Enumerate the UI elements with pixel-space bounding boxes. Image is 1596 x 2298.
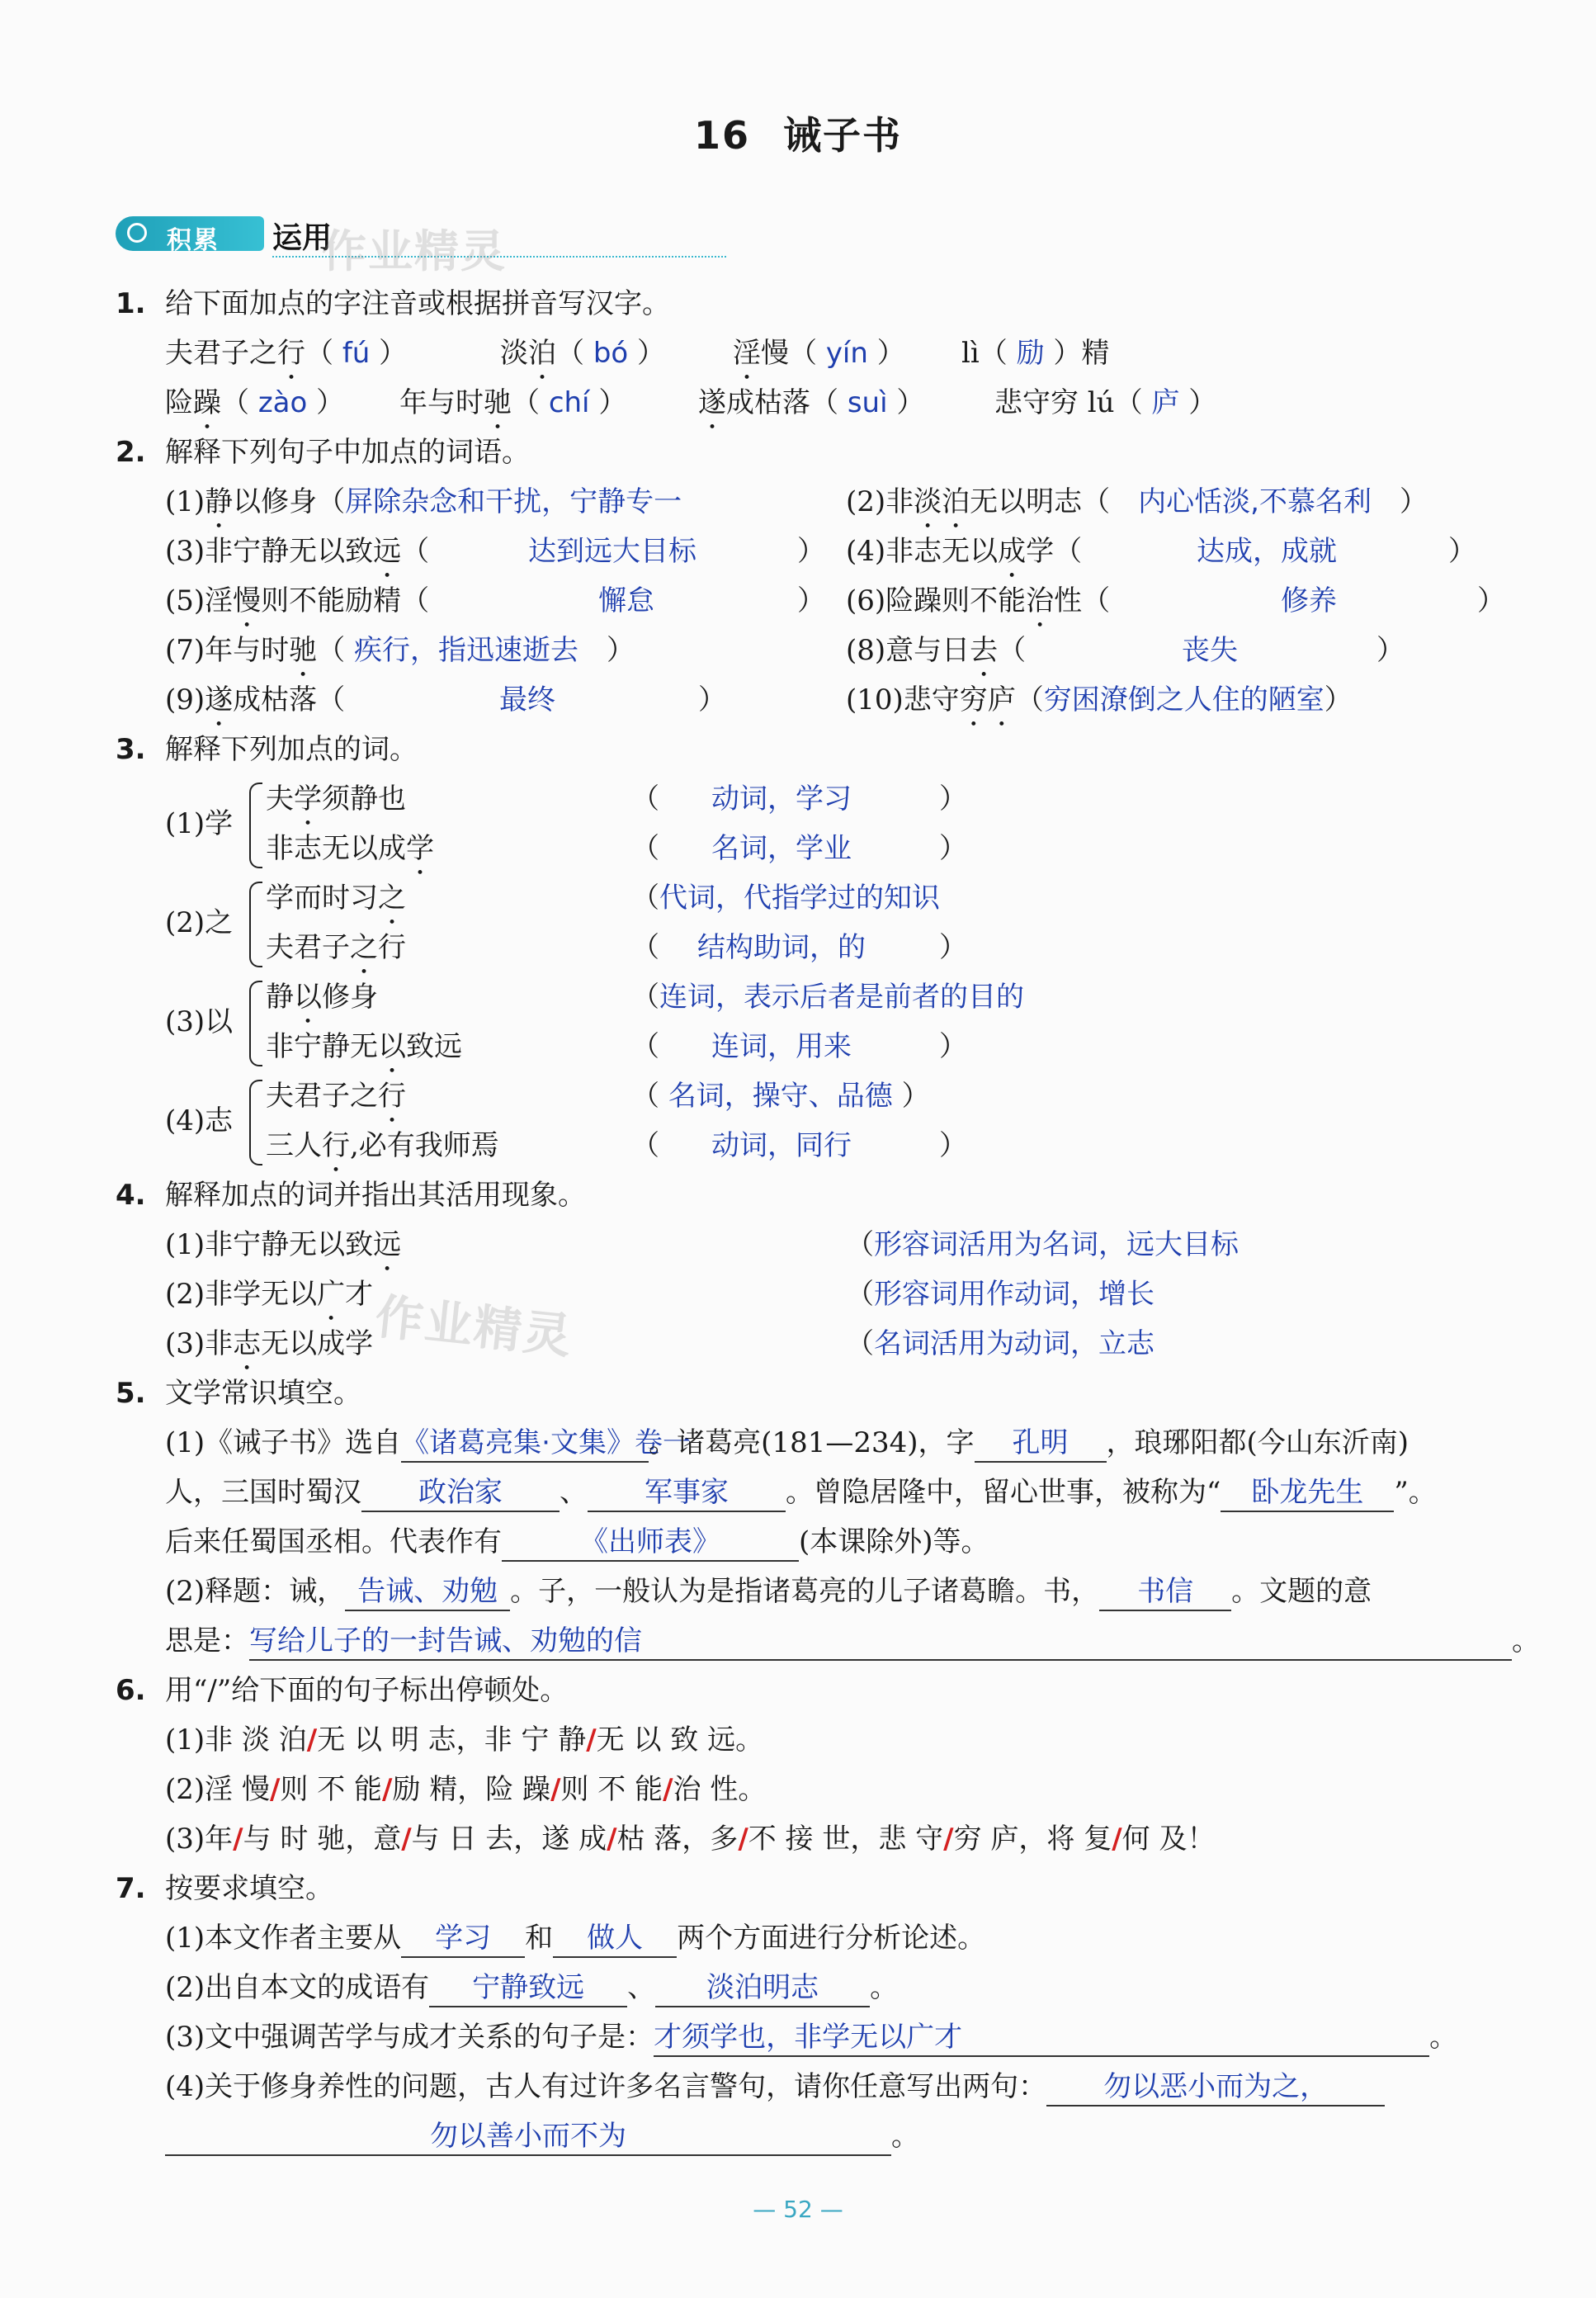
q1-item: 悲守穷 lú（ 庐 ）	[994, 386, 1217, 419]
section-tag-label: 积累	[167, 226, 220, 255]
page-number: — 52 —	[753, 2196, 843, 2223]
watermark: 作业精灵	[372, 1288, 576, 1365]
q4-prompt-row	[0, 1170, 1596, 1220]
question-prompt: 按要求填空。	[165, 1872, 333, 1905]
q2-answer: 懈怠	[598, 584, 654, 617]
q1-row-2	[0, 378, 1596, 428]
q2-prompt-row	[0, 428, 1596, 477]
q5-line-1: (1)《诫子书》选自《诸葛亮集·文集》卷一。诸葛亮(181—234)，字 孔明 ，琅琊阳都(今山东沂南)	[0, 1418, 1596, 1468]
q5-line-4: (2)释题：诫， 告诫、劝勉 。子，一般认为是指诸葛亮的儿子诸葛瞻。书， 书信 。文题的意	[0, 1567, 1596, 1616]
q1-row-1	[0, 329, 1596, 378]
section-tag	[116, 216, 264, 255]
q3-line: 夫君子之行 （ 名词，操守、品德 ）	[266, 1080, 930, 1113]
q7-prompt-row	[0, 1864, 1596, 1913]
lesson-number: 16	[693, 113, 750, 158]
q2-row: (9)遂成枯落（ 最终 ） (10)悲守穷庐（穷困潦倒之人住的陋室）	[0, 675, 1596, 725]
q1-item: 遂成枯落（ suì ）	[698, 386, 925, 419]
q6-line: (1)非 淡 泊/无 以 明 志，非 宁 静/无 以 致 远。	[165, 1724, 764, 1757]
q7-line-4: (4)关于修身养性的问题，古人有过许多名言警句，请你任意写出两句： 勿以恶小而为之，	[0, 2062, 1596, 2111]
q1-item: lì（ 励 ）精	[961, 337, 1110, 370]
lesson-title: 诫子书	[783, 113, 902, 158]
question-prompt: 用“/”给下面的句子标出停顿处。	[165, 1674, 569, 1707]
q3-line: 夫君子之行 （ 结构助词，的 ）	[266, 931, 967, 964]
q3-line: 静以修身 （连词，表示后者是前者的目的	[266, 981, 1024, 1014]
q6-prompt-row	[0, 1666, 1596, 1715]
question-prompt: 给下面加点的字注音或根据拼音写汉字。	[165, 287, 670, 320]
question-number: 3.	[116, 733, 146, 766]
q1-item: 年与时驰（ chí ）	[399, 386, 627, 419]
q1-item: 夫君子之行（ fú ）	[165, 337, 408, 370]
q4-row: (2)非学无以广才 （形容词用作动词，增长	[165, 1278, 1155, 1311]
q5-line-3: 后来任蜀国丞相。代表作有 《出师表》 (本课除外)等。	[0, 1517, 1596, 1567]
q3-prompt-row	[0, 725, 1596, 774]
question-prompt: 解释加点的词并指出其活用现象。	[165, 1179, 586, 1212]
q1-item: 淫慢（ yín ）	[733, 337, 905, 370]
q7-line-2: (2)出自本文的成语有 宁静致远 、 淡泊明志 。	[0, 1963, 1596, 2012]
q2-answer: 丧失	[1182, 634, 1238, 667]
q2-item: (10)悲守穷庐（穷困潦倒之人住的陋室）	[846, 683, 1353, 716]
q5-line-5: 思是：写给儿子的一封告诫、劝勉的信 。	[0, 1616, 1596, 1666]
q6-line: (2)淫 慢/则 不 能/励 精，险 躁/则 不 能/治 性。	[165, 1773, 767, 1806]
q4-row: (3)非志无以成学 （名词活用为动词，立志	[165, 1327, 1155, 1360]
q2-item: (8)意与日去（	[846, 634, 1027, 667]
q3-group-label: (4)志	[165, 1104, 234, 1137]
q4-row: (1)非宁静无以致远 （形容词活用为名词，远大目标	[165, 1228, 1239, 1261]
q2-item: (5)淫慢则不能励精（	[165, 584, 430, 617]
q3-group-label: (3)以	[165, 1005, 234, 1038]
q2-item: (6)险躁则不能治性（	[846, 584, 1111, 617]
q2-answer: 最终	[499, 683, 555, 716]
q2-row: (5)淫慢则不能励精（ 懈怠 ） (6)险躁则不能治性（ 修养 ）	[0, 576, 1596, 626]
question-number: 5.	[116, 1377, 146, 1410]
q3-group-label: (1)学	[165, 807, 234, 840]
q3-line: 非志无以成学 （ 名词，学业 ）	[266, 832, 967, 865]
page-title	[0, 106, 1596, 160]
q5-line-2: 人，三国时蜀汉 政治家 、 军事家 。曾隐居隆中，留心世事，被称为“ 卧龙先生 ”。	[0, 1468, 1596, 1517]
q2-answer: 达到远大目标	[528, 535, 696, 568]
question-number: 6.	[116, 1674, 146, 1707]
q7-line-3: (3)文中强调苦学与成才关系的句子是：才须学也，非学无以广才 。	[0, 2012, 1596, 2062]
q2-item: (4)非志无以成学（	[846, 535, 1083, 568]
question-number: 2.	[116, 436, 146, 469]
q2-item: (7)年与时驰（ 疾行，指迅速逝去 ）	[165, 634, 635, 667]
q3-line: 学而时习之 （代词，代指学过的知识	[266, 882, 940, 915]
q7-line-5: 勿以善小而不为 。	[0, 2111, 1596, 2161]
q3-group-label: (2)之	[165, 906, 234, 939]
q3-line: 非宁静无以致远 （ 连词，用来 ）	[266, 1030, 967, 1063]
q2-row	[0, 477, 1596, 527]
q3-line: 三人行,必有我师焉 （ 动词，同行 ）	[266, 1129, 967, 1162]
q2-answer: 修养	[1281, 584, 1337, 617]
question-number: 4.	[116, 1179, 146, 1212]
question-prompt: 文学常识填空。	[165, 1377, 361, 1410]
section-subtitle: 运用	[272, 221, 333, 255]
q1-item: 险躁（ zào ）	[165, 386, 345, 419]
q3-line: 夫学须静也 （ 动词，学习 ）	[266, 783, 967, 816]
q2-item: (9)遂成枯落（	[165, 683, 346, 716]
q2-row: (3)非宁静无以致远（ 达到远大目标 ） (4)非志无以成学（ 达成，成就 ）	[0, 527, 1596, 576]
q2-row: (7)年与时驰（ 疾行，指迅速逝去 ） (8)意与日去（ 丧失 ）	[0, 626, 1596, 675]
q2-answer: 达成，成就	[1197, 535, 1337, 568]
q2-item: (1)静以修身（屏除杂念和干扰，宁静专一	[165, 485, 682, 518]
q5-prompt-row	[0, 1369, 1596, 1418]
q6-line: (3)年/与 时 驰，意/与 日 去，遂 成/枯 落，多/不 接 世，悲 守/穷 庐，将 复/何 及！	[165, 1823, 1216, 1856]
q2-item: (3)非宁静无以致远（	[165, 535, 430, 568]
question-number: 7.	[116, 1872, 146, 1905]
watermark: 作业精灵	[322, 225, 507, 277]
q7-line-1: (1)本文作者主要从 学习 和 做人 两个方面进行分析论述。	[0, 1913, 1596, 1963]
q1-prompt-row	[0, 279, 1596, 329]
question-prompt: 解释下列句子中加点的词语。	[165, 436, 530, 469]
q2-item: (2)非淡泊无以明志（ 内心恬淡,不慕名利 ）	[846, 485, 1428, 518]
disc-icon	[127, 223, 147, 243]
question-number: 1.	[116, 287, 146, 320]
q1-item: 淡泊（ bó ）	[500, 337, 666, 370]
question-prompt: 解释下列加点的词。	[165, 733, 418, 766]
